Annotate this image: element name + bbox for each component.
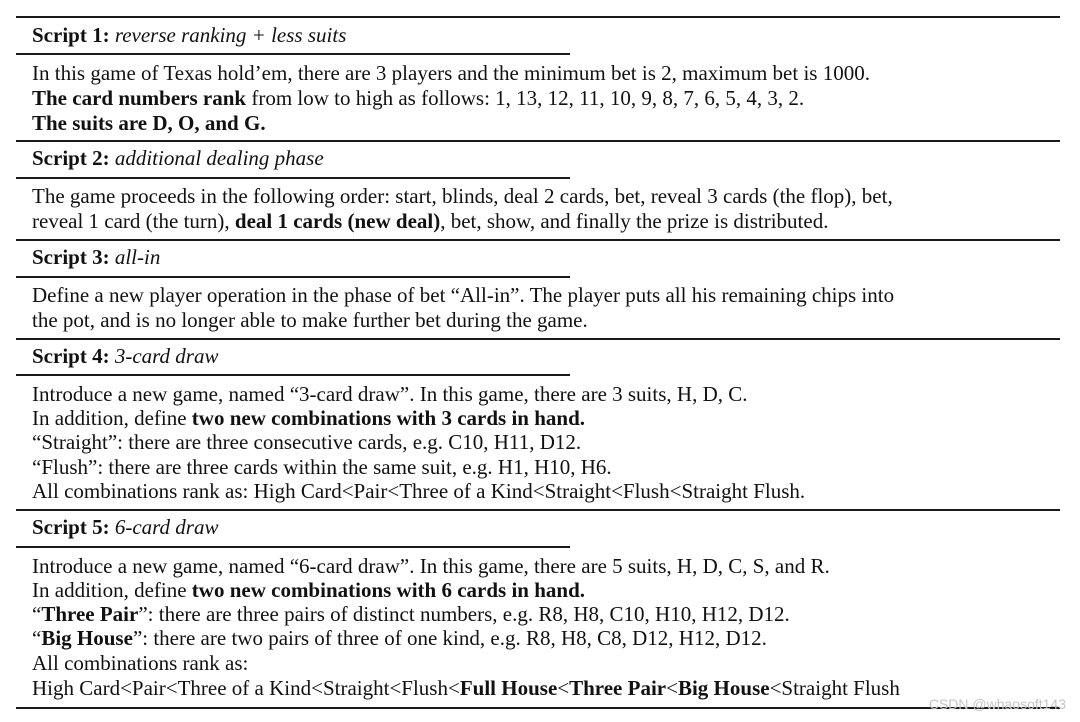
script-4-line-1: Introduce a new game, named “3-card draw”. In this game, there are 3 suits, H, D, C. [32,382,748,406]
script-2-subtitle: additional dealing phase [114,146,324,170]
script-1-line-3: The suits are D, O, and G. [32,111,266,135]
script-1-subtitle: reverse ranking + less suits [114,23,347,47]
script-3-line-1: Define a new player operation in the phase of bet “All-in”. The player puts all his remaining chips into [32,283,895,307]
script-2-header-rule [16,177,570,179]
script-5-subtitle: 6-card draw [114,515,219,539]
script-1-line-1: In this game of Texas hold’em, there are 3 players and the minimum bet is 2, maximum bet is 1000. [32,61,870,85]
script-2-line-2: reveal 1 card (the turn), deal 1 cards (new deal), bet, show, and finally the prize is distributed. [32,209,829,233]
script-3-subtitle: all-in [114,245,161,269]
script-5-header [32,515,218,540]
script-2-line-1: The game proceeds in the following order: start, blinds, deal 2 cards, bet, reveal 3 cards (the flop), bet, [32,184,893,208]
bottom-rule [16,707,1060,709]
script-5-line-3: “Three Pair”: there are three pairs of distinct numbers, e.g. R8, H8, C10, H10, H12, D12. [32,602,790,626]
script-4-line-3: “Straight”: there are three consecutive cards, e.g. C10, H11, D12. [32,430,582,454]
script-5-line-6: High Card<Pair<Three of a Kind<Straight<Flush<Full House<Three Pair<Big House<Straight Flush [32,676,900,700]
script-2-divider [16,239,1060,241]
script-3-line-2: the pot, and is no longer able to make further bet during the game. [32,308,588,332]
script-4-label: Script 4: [32,344,110,368]
script-5-line-2: In addition, define two new combinations with 6 cards in hand. [32,578,586,602]
script-2-label: Script 2: [32,146,110,170]
script-4-divider [16,509,1060,511]
script-4-header-rule [16,374,570,376]
script-5-line-4: “Big House”: there are two pairs of three of one kind, e.g. R8, H8, C8, D12, H12, D12. [32,626,767,650]
script-4-line-2: In addition, define two new combinations with 3 cards in hand. [32,406,586,430]
script-4-subtitle: 3-card draw [114,344,219,368]
script-5-label: Script 5: [32,515,110,539]
top-rule [16,16,1060,18]
script-1-header [32,23,346,48]
script-1-label: Script 1: [32,23,110,47]
script-2-header [32,146,324,171]
script-3-header-rule [16,276,570,278]
script-1-header-rule [16,53,570,55]
script-5-line-5: All combinations rank as: [32,651,249,675]
script-3-header [32,245,160,270]
script-3-label: Script 3: [32,245,110,269]
script-5-header-rule [16,546,570,548]
script-4-line-4: “Flush”: there are three cards within the same suit, e.g. H1, H10, H6. [32,455,612,479]
script-4-header [32,344,218,369]
script-5-line-1: Introduce a new game, named “6-card draw”. In this game, there are 5 suits, H, D, C, S, and R. [32,554,830,578]
script-1-line-2: The card numbers rank from low to high as follows: 1, 13, 12, 11, 10, 9, 8, 7, 6, 5, 4, 3, 2. [32,86,805,110]
script-3-divider [16,338,1060,340]
watermark: CSDN @whaosoft143 [928,696,1066,712]
script-4-line-5: All combinations rank as: High Card<Pair<Three of a Kind<Straight<Flush<Straight Flush. [32,479,806,503]
script-1-divider [16,140,1060,142]
